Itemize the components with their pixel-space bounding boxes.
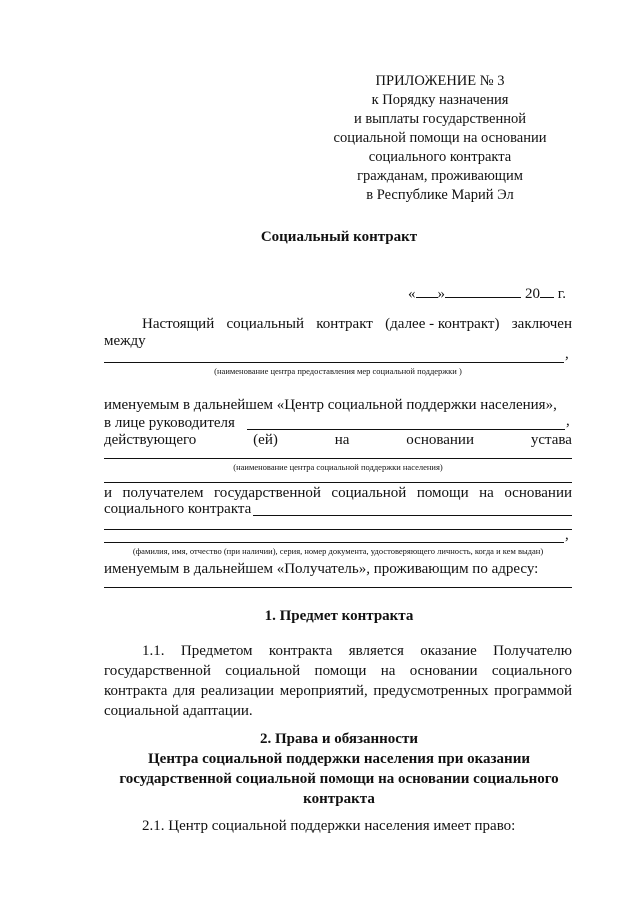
acting-word: действующего bbox=[104, 432, 197, 448]
intro-word: контракт bbox=[316, 316, 373, 332]
appendix-line: социальной помощи на основании bbox=[333, 130, 547, 146]
recipient-word: на bbox=[479, 485, 494, 501]
date-year-blank[interactable] bbox=[540, 282, 554, 298]
section-1-heading: 1. Предмет контракта bbox=[264, 608, 414, 624]
heading-line: 2. Права и обязанности bbox=[260, 731, 418, 747]
intro-line-1 bbox=[142, 316, 572, 333]
appendix-block bbox=[300, 72, 580, 205]
comma: , bbox=[566, 413, 570, 429]
intro-word: социальный bbox=[226, 316, 304, 332]
charter-field-2[interactable] bbox=[104, 470, 572, 483]
section-2-heading bbox=[104, 729, 574, 809]
intro-line-2: между bbox=[104, 333, 146, 349]
named-recipient-text: именуемым в дальнейшем «Получатель», проживающим по адресу: bbox=[104, 561, 539, 577]
appendix-line: ПРИЛОЖЕНИЕ № 3 bbox=[375, 73, 505, 89]
intro-word: Настоящий bbox=[142, 316, 215, 332]
acting-word: основании bbox=[406, 432, 474, 448]
date-year-prefix: 20 bbox=[525, 286, 540, 302]
recipient-caption: (фамилия, имя, отчество (при наличии), серия, номер документа, удостоверяющего личность, когда и кем выдан) bbox=[132, 546, 544, 556]
appendix-line: социального контракта bbox=[368, 149, 512, 165]
recipient-word: помощи bbox=[416, 485, 469, 501]
center-name-caption: (наименование центра предоставления мер социальной поддержки ) bbox=[214, 366, 462, 376]
address-field[interactable] bbox=[104, 575, 572, 588]
comma: , bbox=[565, 527, 569, 543]
heading-line: Центра социальной поддержки населения при оказании bbox=[148, 751, 530, 767]
contract-date bbox=[408, 282, 566, 303]
appendix-line: гражданам, проживающим bbox=[357, 168, 523, 184]
in-person-label: в лице руководителя bbox=[104, 415, 235, 431]
acting-word: на bbox=[334, 432, 350, 448]
appendix-line: в Республике Марий Эл bbox=[366, 187, 514, 203]
recipient-name-field-2[interactable] bbox=[104, 519, 572, 530]
date-open-quote: « bbox=[408, 286, 416, 302]
recipient-name-field-3[interactable] bbox=[104, 530, 564, 543]
date-year-suffix: г. bbox=[554, 286, 566, 302]
comma: , bbox=[565, 346, 569, 362]
center-name-caption-2: (наименование центра социальной поддержки населения) bbox=[233, 462, 443, 472]
recipient-word: и bbox=[104, 485, 113, 501]
paragraph-line: государственной социальной помощи на основании социального bbox=[104, 663, 572, 679]
intro-word: (далее - контракт) bbox=[385, 316, 500, 332]
heading-line: контракта bbox=[303, 791, 375, 807]
recipient-line-1 bbox=[104, 485, 572, 502]
appendix-line: и выплаты государственной bbox=[353, 111, 527, 127]
charter-field[interactable] bbox=[104, 446, 572, 459]
recipient-line-2: социального контракта bbox=[104, 501, 252, 517]
recipient-word: социальной bbox=[331, 485, 407, 501]
director-name-field[interactable] bbox=[247, 415, 565, 430]
appendix-line: к Порядку назначения bbox=[371, 92, 509, 108]
date-month-blank[interactable] bbox=[445, 282, 521, 298]
document-title: Социальный контракт bbox=[260, 229, 418, 245]
paragraph-line: контракта для реализации мероприятий, предусмотренных программой bbox=[104, 683, 572, 699]
recipient-word: основании bbox=[504, 485, 572, 501]
acting-word: устава bbox=[530, 432, 572, 448]
date-day-blank[interactable] bbox=[416, 282, 438, 298]
section-2-p1: 2.1. Центр социальной поддержки населения имеет право: bbox=[142, 818, 516, 834]
recipient-word: государственной bbox=[214, 485, 321, 501]
date-close-quote: » bbox=[437, 286, 445, 302]
recipient-word: получателем bbox=[122, 485, 204, 501]
named-center-text: именуемым в дальнейшем «Центр социальной поддержки населения», bbox=[104, 397, 557, 413]
section-1-body bbox=[104, 661, 572, 721]
section-1-line-1 bbox=[142, 641, 572, 661]
center-name-field[interactable] bbox=[104, 348, 564, 363]
recipient-name-field[interactable] bbox=[253, 501, 572, 516]
intro-word: заключен bbox=[511, 316, 572, 332]
paragraph-line: 1.1. Предметом контракта является оказание Получателю bbox=[142, 643, 572, 659]
paragraph-line: социальной адаптации. bbox=[104, 703, 253, 719]
heading-line: государственной социальной помощи на основании социального bbox=[119, 771, 559, 787]
acting-word: (ей) bbox=[253, 432, 278, 448]
